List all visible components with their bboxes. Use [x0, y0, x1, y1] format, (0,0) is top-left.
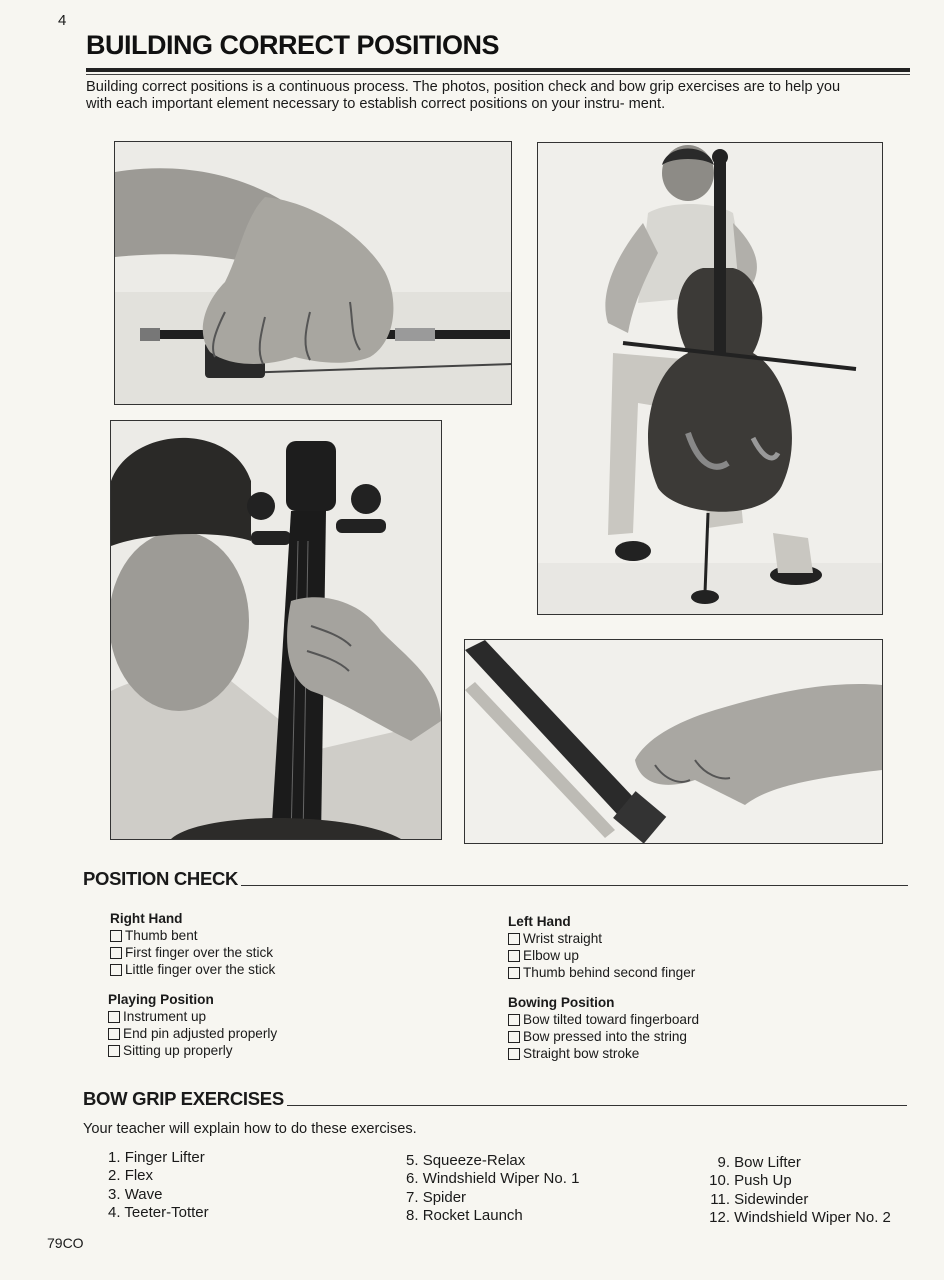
checklist-label: Thumb bent	[125, 928, 198, 943]
exercise-item: 6. Windshield Wiper No. 1	[406, 1170, 580, 1188]
checkbox[interactable]	[108, 1028, 120, 1040]
bow-grip-heading-text: BOW GRIP EXERCISES	[83, 1088, 284, 1109]
exercise-item: 3. Wave	[108, 1185, 163, 1203]
checklist-item[interactable]	[508, 1045, 699, 1062]
checklist-item[interactable]	[110, 961, 275, 978]
checkbox[interactable]	[508, 933, 520, 945]
intro-paragraph: Building correct positions is a continuous process. The photos, position check and bow grip exercises are to help you with each important element necessary to establish correct positions on your instru- ment.	[86, 79, 841, 112]
group-title: Left Hand	[508, 914, 571, 929]
checklist-label: Bow pressed into the string	[523, 1029, 687, 1044]
checklist-label: Little finger over the stick	[125, 962, 276, 977]
exercise-item: 10. Push Up	[709, 1172, 792, 1190]
checklist-item[interactable]	[108, 1042, 277, 1059]
bow-tip-hand-photo	[464, 639, 883, 844]
exercise-column-3	[702, 1154, 891, 1227]
checkbox[interactable]	[108, 1045, 120, 1057]
checklist-label: Elbow up	[523, 948, 579, 963]
checklist-item[interactable]	[508, 947, 695, 964]
checklist-label: Wrist straight	[523, 931, 603, 946]
exercise-column-2	[406, 1152, 579, 1225]
checklist-item[interactable]	[508, 1028, 699, 1045]
footer-code: 79CO	[47, 1235, 84, 1251]
bow-grip-rule	[287, 1105, 907, 1106]
left-hand-on-cello-neck-photo	[110, 420, 442, 840]
checklist-item[interactable]	[508, 964, 695, 981]
checkbox[interactable]	[508, 950, 520, 962]
position-check-rule	[241, 885, 908, 886]
checkbox[interactable]	[508, 1048, 520, 1060]
bowing-position-group	[508, 994, 699, 1062]
playing-position-group	[108, 991, 277, 1059]
page-title: BUILDING CORRECT POSITIONS	[86, 30, 500, 60]
checkbox[interactable]	[108, 1011, 120, 1023]
checklist-item[interactable]	[508, 1011, 699, 1028]
exercise-item: 1. Finger Lifter	[108, 1149, 205, 1166]
exercise-item: 9. Bow Lifter	[717, 1154, 801, 1171]
seated-cellist-photo	[537, 142, 883, 615]
bow-grip-intro: Your teacher will explain how to do these exercises.	[83, 1121, 417, 1137]
checklist-item[interactable]	[108, 1008, 277, 1025]
exercise-column-1	[108, 1149, 209, 1222]
checkbox[interactable]	[508, 1014, 520, 1026]
title-rule	[86, 68, 910, 72]
exercise-item: 2. Flex	[108, 1167, 154, 1185]
group-title: Playing Position	[108, 992, 214, 1007]
checkbox[interactable]	[110, 930, 122, 942]
checklist-label: Thumb behind second finger	[523, 965, 696, 980]
checklist-label: First finger over the stick	[125, 945, 274, 960]
checklist-item[interactable]	[110, 944, 275, 961]
checklist-item[interactable]	[108, 1025, 277, 1042]
checklist-label: Instrument up	[123, 1009, 207, 1024]
right-hand-group	[110, 910, 275, 978]
bow-hold-closeup-photo	[114, 141, 512, 405]
exercise-item: 8. Rocket Launch	[406, 1206, 523, 1224]
left-hand-group	[508, 913, 695, 981]
exercise-item: 7. Spider	[406, 1188, 467, 1206]
title-rule-thin	[86, 74, 910, 75]
checklist-label: End pin adjusted properly	[123, 1026, 278, 1041]
checklist-label: Sitting up properly	[123, 1043, 233, 1058]
checkbox[interactable]	[110, 964, 122, 976]
exercise-item: 5. Squeeze-Relax	[406, 1152, 526, 1169]
exercise-item: 12. Windshield Wiper No. 2	[709, 1208, 891, 1226]
bow-grip-heading	[83, 1088, 907, 1110]
checkbox[interactable]	[508, 967, 520, 979]
checklist-label: Straight bow stroke	[523, 1046, 640, 1061]
exercise-item: 4. Teeter-Totter	[108, 1203, 209, 1221]
exercise-item: 11. Sidewinder	[710, 1190, 809, 1208]
checklist-label: Bow tilted toward fingerboard	[523, 1012, 700, 1027]
checklist-item[interactable]	[508, 930, 695, 947]
checkbox[interactable]	[110, 947, 122, 959]
checkbox[interactable]	[508, 1031, 520, 1043]
position-check-heading-text: POSITION CHECK	[83, 868, 239, 889]
page-number: 4	[58, 12, 67, 29]
position-check-heading	[83, 868, 908, 890]
group-title: Bowing Position	[508, 995, 615, 1010]
group-title: Right Hand	[110, 911, 183, 926]
checklist-item[interactable]	[110, 927, 275, 944]
